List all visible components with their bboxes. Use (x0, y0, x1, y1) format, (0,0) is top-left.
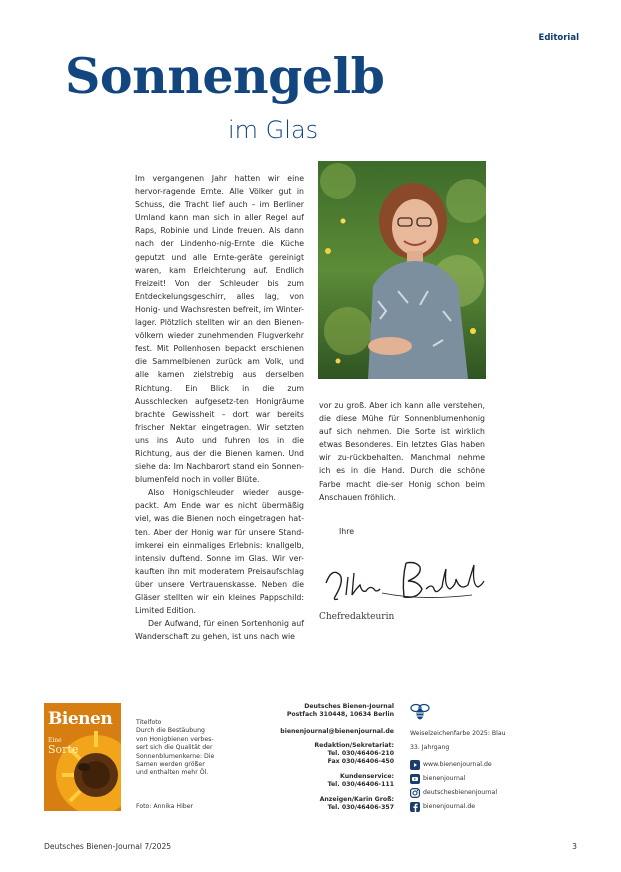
youtube-icon (410, 760, 420, 770)
section-label: Editorial (538, 33, 579, 43)
publisher-name: Deutsches Bienen-Journal (304, 703, 394, 710)
cover-thumbnail (44, 703, 121, 811)
publisher-postfach: Postfach 310448, 10634 Berlin (286, 711, 394, 719)
page-title: Sonnengelb (65, 47, 385, 105)
bee-logo-icon (410, 703, 430, 721)
signature-role: Chefredakteurin (319, 612, 395, 622)
signature-image (322, 555, 492, 605)
editorial-column-right (319, 399, 485, 504)
caption-line: sert sich die Qualität der (136, 744, 213, 752)
anzeigen-label: Anzeigen/Karin Groß: (319, 796, 394, 803)
page-subtitle: im Glas (228, 116, 319, 144)
jahrgang-info: 33. Jahrgang (410, 744, 450, 751)
publisher-address (262, 703, 394, 719)
redaktion-label: Redaktion/Sekretariat: (314, 742, 394, 749)
social-label[interactable]: www.bienenjournal.de (423, 761, 492, 768)
paragraph: Der Aufwand, für einen Sortenhonig auf Wanderschaft zu gehen, ist uns nach wie (135, 619, 304, 642)
cover-title: Bienen (48, 709, 113, 729)
caption-line: Samen werden größer (136, 761, 205, 769)
redaktion-fax: Fax 030/46406-450 (327, 758, 394, 766)
kundenservice-label: Kundenservice: (340, 773, 394, 780)
facebook-icon (410, 802, 420, 812)
social-label[interactable]: bienenjournal.de (423, 803, 476, 810)
footer-issue: Deutsches Bienen-Journal 7/2025 (44, 842, 172, 851)
paragraph: Im vergangenen Jahr hatten wir eine hervor-ragende Ernte. Alle Völker gut in Schuss, die Tracht lief auch – im Berliner Umland kann man sich in aller Regel auf Raps, Robinie und Linde freuen. Als dann nach der Lindenho-nig-Ernte die Küche geputzt und alle Ernte-geräte gereinigt waren, kam Erleichterung auf. Endlich Freizeit! Von der Schleuder bis zum Entdeckelungsgeschirr, alles lag, von Honig- und Wachsresten befreit, im Winter-lager. Plötzlich stellten wir an den Bienen-völkern wieder zunehmenden Flugverkehr fest. Mit Pollenhosen bepackt erschienen die Sammelbienen zurück am Volk, und alle kamen zielstrebig aus derselben Richtung. Ein Blick in die zum Ausschlecken aufgesetz-ten Honigräume brachte Gewissheit – dort war bereits frischer Nektar eingetragen. Wir setzten uns ins Auto und fuhren los in die Richtung, aus der die Bienen kamen. Und siehe da: Im Nachbarort stand ein Sonnen-blumenfeld noch in voller Blüte. (135, 174, 304, 485)
paragraph: vor zu groß. Aber ich kann alle verstehen, die diese Mühe für Sonnenblumenhonig auf sich nehmen. Die Sorte ist wirklich etwas Besonderes. Ein letztes Glas haben wir zu-rückbehalten. Manchmal nehme ich es in die Hand. Durch die schöne Farbe macht die-ser Honig schon beim Anschauen fröhlich. (319, 401, 485, 502)
caption-line: Durch die Bestäubung (136, 727, 205, 735)
publisher-anzeigen (262, 796, 394, 812)
caption-line: von Honigbienen verbes- (136, 735, 214, 743)
closing-greeting: Ihre (339, 527, 355, 536)
youtube-icon (410, 774, 420, 784)
cover-caption (136, 719, 246, 778)
paragraph: Also Honigschleuder wieder ausge-packt. Am Ende war es nicht übermäßig viel, was die Bienen noch eingetragen hat-ten. Aber der Honig war für unsere Stand-imkerei ein einmaliges Erlebnis: knallgelb, intensiv duftend. Sonne im Glas. Wir ver-kauften ihn mit moderatem Preisaufschlag über unsere Vertrauenskasse. Neben die Gläser stellten wir ein kleines Pappschild: Limited Edition. (135, 488, 304, 616)
redaktion-tel: Tel. 030/46406-210 (327, 750, 394, 758)
kundenservice-tel: Tel. 030/46406-111 (327, 781, 394, 789)
instagram-icon (410, 788, 420, 798)
social-youtube[interactable] (410, 773, 465, 784)
publisher-redaktion (262, 742, 394, 767)
cover-subtitle-big: Sorte (48, 743, 79, 756)
social-label[interactable]: deutschesbienenjournal (423, 789, 498, 796)
email-link[interactable]: bienenjournal@bienenjournal.de (280, 728, 394, 735)
weiselzeichen-info: Weiselzeichenfarbe 2025: Blau (410, 730, 506, 737)
caption-line: und enthalten mehr Öl. (136, 769, 209, 777)
editorial-column-left (135, 172, 304, 643)
anzeigen-tel: Tel. 030/46406-357 (327, 804, 394, 812)
caption-line: Titelfoto (136, 719, 162, 726)
photo-credit: Foto: Annika Hiber (136, 803, 194, 810)
page-number: 3 (572, 842, 577, 851)
caption-line: Sonnenblumenkerne: Die (136, 752, 215, 760)
author-photo (318, 161, 486, 379)
cover-subtitle-small: Eine (48, 737, 62, 744)
cover-subtitle (48, 737, 78, 755)
social-label[interactable]: bienenjournal (423, 775, 466, 782)
social-facebook[interactable] (410, 801, 475, 812)
social-instagram[interactable] (410, 787, 497, 798)
publisher-email[interactable] (262, 728, 394, 736)
publisher-kundenservice (262, 773, 394, 789)
social-website[interactable] (410, 759, 492, 770)
